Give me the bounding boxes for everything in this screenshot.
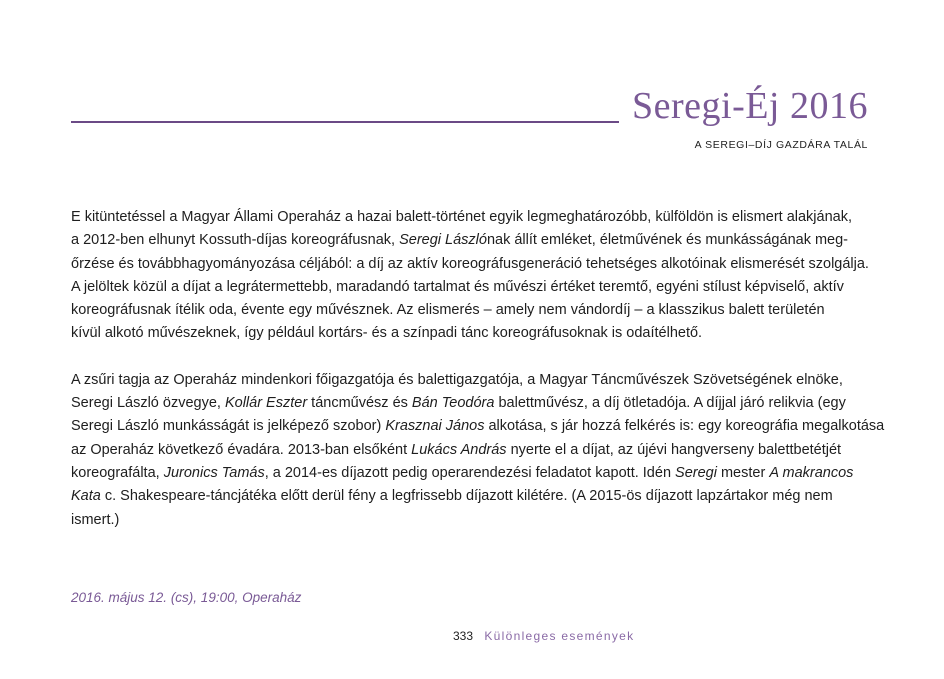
page-subtitle: A SEREGI–DÍJ GAZDÁRA TALÁL — [694, 139, 868, 151]
text-line — [71, 485, 871, 508]
text-line — [71, 229, 871, 252]
italic-name: Seregi László — [399, 232, 487, 249]
text-run: A jelöltek közül a díjat a legrátermettebb, maradandó tartalmat és művészi értéket teremtő, egyéni stílust képviselő, aktív — [71, 278, 844, 295]
italic-name: Bán Teodóra — [411, 395, 495, 412]
italic-name: Kata — [71, 488, 101, 505]
italic-name: Juronics Tamás — [163, 464, 265, 481]
text-line — [71, 415, 885, 438]
text-run: az Operaház következő évadára. 2013-ban elsőként — [71, 441, 412, 458]
paragraph-1 — [71, 206, 871, 346]
italic-name: Krasznai János — [385, 418, 485, 435]
text-run: Seregi László munkásságát is jelképező szobor) — [71, 418, 386, 435]
text-run: nyerte el a díjat, az újévi hangverseny balettbetétjét — [506, 441, 842, 458]
text-line — [71, 276, 871, 299]
text-line — [71, 462, 871, 485]
text-line — [71, 392, 871, 415]
italic-name: A makrancos — [769, 464, 854, 481]
text-line — [71, 322, 871, 345]
text-run: alkotása, s jár hozzá felkérés is: egy koreográfia megalkotása — [484, 418, 885, 435]
page-number: 333 — [453, 629, 474, 643]
text-run: őrzése és továbbhagyományozása céljából: a díj az aktív koreográfusgeneráció tehetséges alkotóinak elismerését szolgálja. — [71, 255, 869, 272]
text-run: koreográfusnak ítélik oda, évente egy művésznek. Az elismerés – amely nem vándordíj – a klasszikus balett területén — [71, 302, 825, 319]
paragraph-2 — [71, 369, 885, 532]
text-run: táncművész és — [307, 395, 412, 412]
text-line — [71, 509, 871, 532]
page-footer — [453, 629, 634, 643]
text-run: koreografálta, — [71, 464, 164, 481]
text-line — [71, 206, 871, 229]
text-run: , a 2014-es díjazott pedig operarendezési feladatot kapott. Idén — [264, 464, 676, 481]
text-run: nak állít emléket, életművének és munkásságának meg- — [486, 232, 849, 249]
text-line — [71, 369, 871, 392]
italic-name: Lukács András — [411, 441, 507, 458]
header-rule — [71, 121, 619, 123]
text-line — [71, 253, 871, 276]
section-name: Különleges események — [484, 629, 635, 643]
text-run: ismert.) — [71, 511, 120, 528]
text-run: A zsűri tagja az Operaház mindenkori főigazgatója és balettigazgatója, a Magyar Táncművészek Szövetségének elnöke, — [71, 371, 843, 388]
text-run: mester — [716, 464, 770, 481]
text-run: E kitüntetéssel a Magyar Állami Operaház a hazai balett-történet egyik legmeghatározóbb, külföldön is elismert alakjának, — [71, 209, 852, 225]
event-date: 2016. május 12. (cs), 19:00, Operaház — [71, 590, 302, 605]
text-line — [71, 299, 871, 322]
text-run: kívül alkotó művészeknek, így például kortárs- és a színpadi tánc koreográfusoknak is odaítélhető. — [71, 325, 703, 342]
page-title: Seregi-Éj 2016 — [631, 85, 868, 127]
text-run: a 2012-ben elhunyt Kossuth-díjas koreográfusnak, — [71, 232, 400, 249]
text-run: c. Shakespeare-táncjátéka előtt derül fény a legfrissebb díjazott kilétére. (A 2015-ös díjazott lapzártakor még nem — [100, 488, 833, 505]
text-run: Seregi László özvegye, — [71, 395, 225, 412]
italic-name: Kollár Eszter — [224, 395, 308, 412]
article-body — [71, 206, 885, 532]
text-run: balettművész, a díj ötletadója. A díjjal járó relikvia (egy — [494, 395, 846, 412]
italic-name: Seregi — [675, 464, 717, 481]
text-line — [71, 439, 871, 462]
